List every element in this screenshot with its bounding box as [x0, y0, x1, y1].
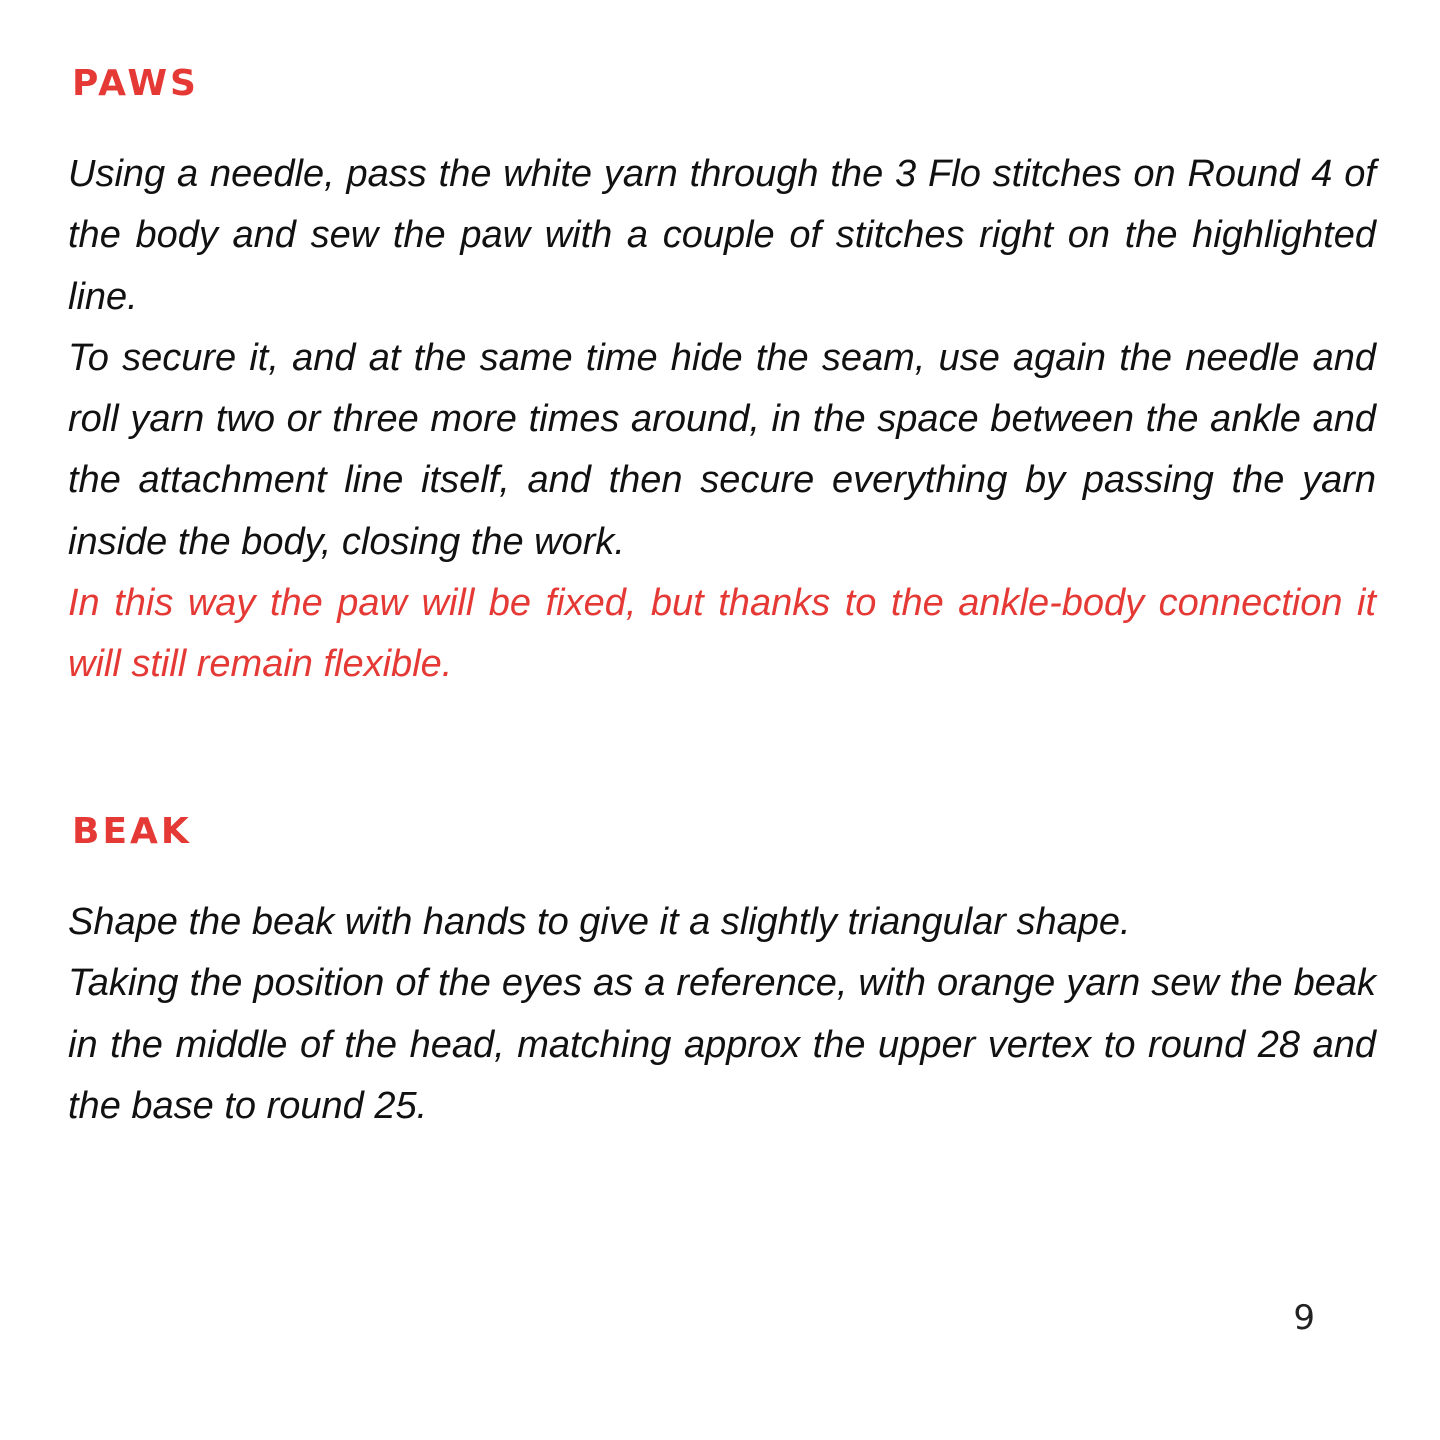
paws-body	[68, 144, 1376, 696]
page-number: 9	[1293, 1298, 1315, 1338]
paws-section	[68, 63, 1376, 696]
beak-paragraph-1: Shape the beak with hands to give it a slightly triangular shape.	[68, 901, 1131, 943]
beak-heading: BEAK	[72, 811, 192, 852]
beak-paragraph-2: Taking the position of the eyes as a reference, with orange yarn sew the beak in the middle of the head, matching approx the upper vertex to round 28 and the base to round 25.	[68, 962, 1376, 1127]
beak-body	[68, 892, 1376, 1137]
beak-section	[68, 811, 1376, 1137]
paws-paragraph-1: Using a needle, pass the white yarn through the 3 Flo stitches on Round 4 of the body and sew the paw with a couple of stitches right on the highlighted line.	[68, 153, 1376, 318]
paws-heading: PAWS	[72, 63, 199, 104]
paws-note: In this way the paw will be fixed, but thanks to the ankle-body connection it will still remain flexible.	[68, 582, 1376, 686]
paws-paragraph-2: To secure it, and at the same time hide the seam, use again the needle and roll yarn two or three more times around, in the space between the ankle and the attachment line itself, and then secure everything by passing the yarn inside the body, closing the work.	[68, 336, 1376, 563]
